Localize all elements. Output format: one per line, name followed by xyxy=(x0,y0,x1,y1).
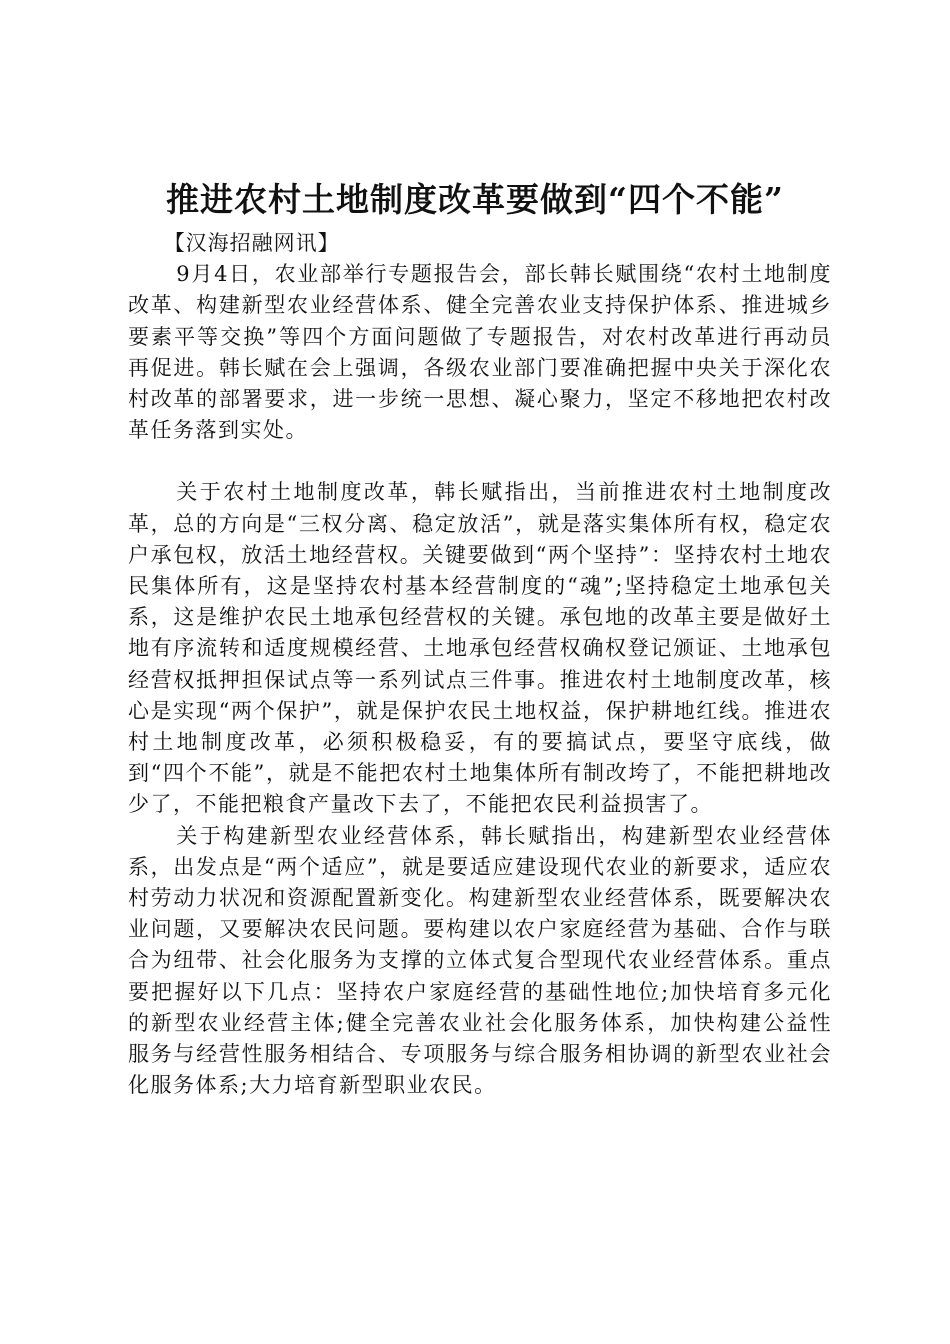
article-title: 推进农村土地制度改革要做到“四个不能” xyxy=(166,180,784,219)
paragraph-land-reform: 关于农村土地制度改革，韩长赋指出，当前推进农村土地制度改革，总的方向是“三权分离、稳定放活”，就是落实集体所有权，稳定农户承包权，放活土地经营权。关键要做到“两个坚持”：坚持农村土地农民集体所有，这是坚持农村基本经营制度的“魂”;坚持稳定土地承包关系，这是维护农民土地承包经营权的关键。承包地的改革主要是做好土地有序流转和适度规模经营、土地承包经营权确权登记颁证、土地承包经营权抵押担保试点等一系列试点三件事。推进农村土地制度改革，核心是实现“两个保护”，就是保护农民土地权益，保护耕地红线。推进农村土地制度改革，必须积极稳妥，有的要搞试点，要坚守底线，做到“四个不能”，就是不能把农村土地集体所有制改垮了，不能把耕地改少了，不能把粮食产量改下去了，不能把农民利益损害了。 xyxy=(128,480,832,817)
article-body xyxy=(128,228,832,1101)
paragraph-operation-system: 关于构建新型农业经营体系，韩长赋指出，构建新型农业经营体系，出发点是“两个适应”，就是要适应建设现代农业的新要求，适应农村劳动力状况和资源配置新变化。构建新型农业经营体系，既要解决农业问题，又要解决农民问题。要构建以农户家庭经营为基础、合作与联合为纽带、社会化服务为支撑的立体式复合型现代农业经营体系。重点要把握好以下几点：坚持农户家庭经营的基础性地位;加快培育多元化的新型农业经营主体;健全完善农业社会化服务体系，加快构建公益性服务与经营性服务相结合、专项服务与综合服务相协调的新型农业社会化服务体系;大力培育新型职业农民。 xyxy=(128,823,832,1098)
paragraph-intro: 9月4日，农业部举行专题报告会，部长韩长赋围绕“农村土地制度改革、构建新型农业经营体系、健全完善农业支持保护体系、推进城乡要素平等交换”等四个方面问题做了专题报告，对农村改革进行再动员再促进。韩长赋在会上强调，各级农业部门要准确把握中央关于深化农村改革的部署要求，进一步统一思想、凝心聚力，坚定不移地把农村改革任务落到实处。 xyxy=(128,262,832,443)
article-source: 【汉海招融网讯】 xyxy=(163,231,340,255)
